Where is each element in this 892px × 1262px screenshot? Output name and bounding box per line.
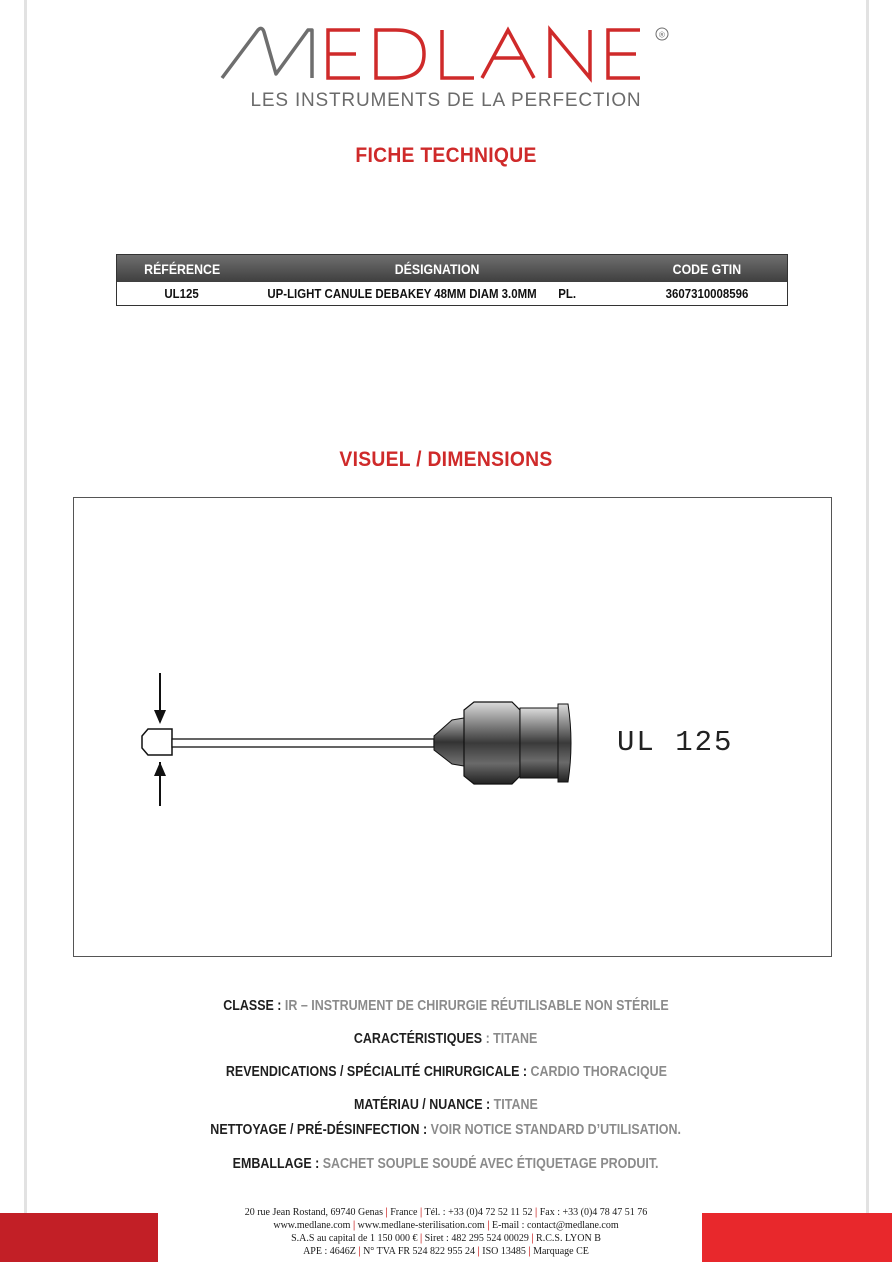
cannula-tip <box>142 729 172 755</box>
cell-reference: UL125 <box>164 286 200 301</box>
spec-classe: CLASSE : IR – INSTRUMENT DE CHIRURGIE RÉUTILISABLE NON STÉRILE <box>223 998 669 1014</box>
technical-drawing <box>73 497 832 957</box>
cannula-hub <box>464 702 520 784</box>
footer-company-line: S.A.S au capital de 1 150 000 € | Siret : 482 295 524 00029 | R.C.S. LYON B <box>291 1233 601 1244</box>
footer <box>0 1206 892 1258</box>
spec-materiau: MATÉRIAU / NUANCE : TITANE <box>354 1097 538 1113</box>
visual-title: VISUEL / DIMENSIONS <box>339 448 553 471</box>
table-row <box>117 282 787 305</box>
header-gtin: CODE GTIN <box>672 260 742 277</box>
cell-unit: PL. <box>558 286 577 301</box>
page-title: FICHE TECHNIQUE <box>355 144 537 167</box>
footer-link-sterilisation[interactable]: www.medlane-sterilisation.com <box>357 1220 485 1231</box>
footer-address-line: 20 rue Jean Rostand, 69740 Genas | France | Tél. : +33 (0)4 72 52 11 52 | Fax : +33 (0)4 78 47 51 76 <box>244 1207 648 1218</box>
spec-emballage: EMBALLAGE : SACHET SOUPLE SOUDÉ AVEC ÉTIQUETAGE PRODUIT. <box>233 1156 659 1172</box>
footer-link-medlane[interactable]: www.medlane.com <box>273 1220 351 1231</box>
header-designation: DÉSIGNATION <box>394 260 480 277</box>
cannula-collar <box>520 708 558 778</box>
spec-nettoyage: NETTOYAGE / PRÉ-DÉSINFECTION : VOIR NOTICE STANDARD D’UTILISATION. <box>210 1122 682 1138</box>
cannula-flange <box>558 704 571 782</box>
cell-designation: UP-LIGHT CANULE DEBAKEY 48MM DIAM 3.0MM <box>267 286 537 301</box>
footer-web-line: www.medlane.com | www.medlane-sterilisation.com | E-mail : contact@medlane.com <box>273 1220 619 1231</box>
tagline: LES INSTRUMENTS DE LA PERFECTION <box>250 90 642 111</box>
footer-registration-line: APE : 4646Z | N° TVA FR 524 822 955 24 | ISO 13485 | Marquage CE <box>303 1246 589 1257</box>
registered-mark: ® <box>659 30 665 40</box>
table-header <box>117 255 787 282</box>
header-reference: RÉFÉRENCE <box>143 260 220 277</box>
cell-gtin: 3607310008596 <box>665 286 749 301</box>
spec-revendications: REVENDICATIONS / SPÉCIALITÉ CHIRURGICALE : CARDIO THORACIQUE <box>225 1064 667 1080</box>
cannula-cone <box>434 718 464 766</box>
medlane-logo <box>220 22 680 84</box>
cannula-shaft <box>172 739 434 747</box>
drawing-label: UL 125 <box>617 726 734 759</box>
footer-email[interactable]: E-mail : contact@medlane.com <box>491 1220 619 1231</box>
arrow-up-icon <box>154 762 166 776</box>
arrow-down-icon <box>154 710 166 724</box>
reference-table <box>116 254 788 306</box>
spec-caracteristiques: CARACTÉRISTIQUES : TITANE <box>354 1031 538 1047</box>
